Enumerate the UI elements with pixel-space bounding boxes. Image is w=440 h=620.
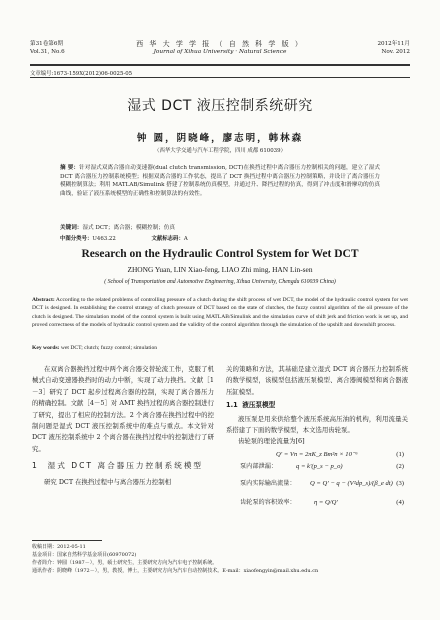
footnote-author: 作者简介：钟圆（1987－），男，硕士研究生，主要研究方向为汽车电子控制系统。 [32, 560, 218, 566]
issue-date-cn: 2012年11月 [377, 41, 410, 47]
abstract-cn-label: 摘 要： [60, 165, 80, 171]
document-code-label: 文献标志码： [151, 236, 184, 242]
footnote-rule [32, 540, 102, 541]
equation-1 [226, 448, 408, 461]
footnotes [32, 543, 408, 575]
keywords-cn [60, 223, 380, 231]
footnote-corresponding: 通讯作者：阴晓峰（1972－），男，教授，博士，主要研究方向为汽车自动控制技术。E-mail：xiaofengyin@mail.xhu.edu.cn [32, 568, 319, 574]
section-1-paragraph: 研究 DCT 在换挡过程中与离合器压力控制相 [44, 478, 171, 487]
equation-2-formula: q = k'(p_s − p_o) [296, 463, 343, 471]
equation-3-number: (3) [396, 479, 404, 487]
footnote-fund: 基金项目：国家自然科学基金项目(60970072) [32, 552, 137, 558]
issue-date-en: Nov. 2012 [381, 49, 410, 55]
article-number: 文章编号:1673-159X(2012)06-0025-05 [30, 71, 133, 77]
keywords-en [32, 345, 408, 351]
article-number-rule [30, 77, 410, 78]
issue-date [377, 40, 410, 56]
section-1-continued: 关的策略和方法，其基础是建立湿式 DCT 离合器压力控制系统的数学模型，该模型包括液压泵模型、离合器阀模型和离合器液压缸模型。 [226, 365, 408, 396]
journal-name-en: Journal of Xihua University · Natural Science [153, 49, 287, 55]
keywords-cn-text: 湿式 DCT；离合器；模糊控制；仿真 [82, 225, 175, 231]
clc-number [60, 234, 116, 242]
equation-2-label: 泵内部泄漏： [240, 463, 278, 471]
body-column-left [32, 364, 214, 489]
pump-flow-intro: 齿轮泵的理论流量为[6] [238, 437, 305, 446]
equation-2 [226, 460, 408, 473]
abstract-en [32, 296, 408, 329]
equation-2-number: (2) [396, 463, 404, 471]
volume-cn: 第31卷第6期 [30, 41, 64, 47]
footnote-received: 收稿日期：2012-05-11 [32, 544, 86, 550]
document-code [151, 234, 187, 242]
keywords-en-text: wet DCT; clutch; fuzzy control; simulation [59, 345, 158, 351]
pump-paragraph: 液压泵是用来供给整个液压系统高压油的机构，利用流量关系搭建了下面的数学模型，本文选用齿轮泵。 [226, 414, 408, 435]
document-code-value: A [183, 236, 188, 242]
keywords-en-label: Key words: [32, 345, 60, 351]
abstract-en-text: According to the related problems of controlling pressure of a clutch during the shift process of wet DCT, the model of the hydraulic control system for wet DCT is designed. In establishing the control strategy of clutch pressure of DCT based on the state of clutches, the fuzzy control algorithm of the oil pressure of the clutch is designed. The simulation model of the control system is built using MATLAB/Simulink and the simulation curve of shift jerk and friction work is set up, and proved correctness of the models of hydraulic control system and the validity of the control algorithm through the simulation of the upshift and downshift process. [32, 297, 408, 328]
clc-label: 中图分类号： [60, 236, 93, 242]
intro-paragraph: 在双离合器换挡过程中两个离合器交替轮流工作，克服了机械式自动变速器换挡时的动力中断，实现了动力换挡。文献［1－3］研究了 DCT 起步过程离合器的控制，实现了离合器压力的精确控制。文献［4－5］对 AMT 换挡过程的离合器控制进行了研究，提出了相应的控制方法。2 个离合器在换挡过程中的控制问题是湿式 DCT 液压控制系统中的难点与重点。本文针对 DCT 液压控制系统中 2 个离合器在换挡过程中的控制进行了研究。 [32, 365, 214, 453]
title-en: Research on the Hydraulic Control System for Wet DCT [81, 248, 359, 260]
volume-en: Vol.31, No.6 [30, 49, 65, 55]
equation-4-formula: η = Q/Q' [314, 498, 338, 506]
abstract-cn [60, 164, 380, 198]
section-1-1-number: 1.1 [226, 401, 238, 410]
section-1-number: 1 [32, 461, 39, 471]
journal-name [30, 40, 410, 56]
section-1-title: 湿式 DCT 离合器压力控制系统模型 [47, 461, 204, 471]
authors-en: ZHONG Yuan, LIN Xiao-feng, LIAO Zhi ming, HAN Lin-sen [127, 265, 313, 274]
affiliation-cn: （西华大学交通与汽车工程学院，四川 成都 610039） [154, 148, 286, 154]
equation-3-formula: Q = Q' − q − (V²dp_s)/(β_e dt) [310, 479, 393, 487]
section-1-heading [32, 459, 214, 473]
title-cn: 湿式 DCT 液压控制系统研究 [127, 98, 313, 114]
section-1-1-title: 液压泵模型 [242, 401, 276, 410]
equation-3 [226, 473, 408, 493]
classification [60, 234, 380, 242]
running-header [30, 40, 410, 62]
header-rule [30, 64, 410, 66]
authors-cn: 钟 圆，阴晓峰，廖志明，韩林森 [136, 133, 304, 144]
abstract-cn-text: 针对湿式双离合器自动变速器(dual clutch transmission, DCT)在换挡过程中离合器压力控制相关的问题，建立了湿式 DCT 离合器压力控制系统模型；根据双离合器的工作状态，提出了 DCT 换挡过程中离合器压力控制策略，并设计了离合器压力模糊控制算法；利用 MATLAB/Simulink 搭建了控制系统仿真模型，并通过升、降挡过程的仿真，得到了冲击度和滑摩功的仿真曲线，验证了液压系统模型的正确性和控制算法的有效性。 [60, 165, 380, 197]
keywords-cn-label: 关键词： [60, 225, 83, 231]
abstract-en-label: Abstract: [32, 297, 55, 303]
affiliation-en: ( School of Transportation and Automotive Engineering, Xihua University, Chengdu 610039 China) [104, 279, 336, 285]
equation-1-formula: Q' = Vn = 2πK_z Bm²n × 10⁻⁶ [276, 450, 358, 458]
body-column-right [226, 364, 408, 513]
equation-4 [226, 493, 408, 513]
equation-4-label: 齿轮泵的容积效率： [240, 498, 296, 506]
section-1-1-heading [226, 400, 408, 411]
journal-name-cn: 西 华 大 学 学 报 （ 自 然 科 学 版 ） [136, 40, 304, 48]
equation-4-number: (4) [396, 498, 404, 506]
equation-3-label: 泵内实际输出流量： [240, 479, 296, 487]
equation-1-number: (1) [396, 450, 404, 458]
clc-value: U463.22 [92, 236, 116, 242]
